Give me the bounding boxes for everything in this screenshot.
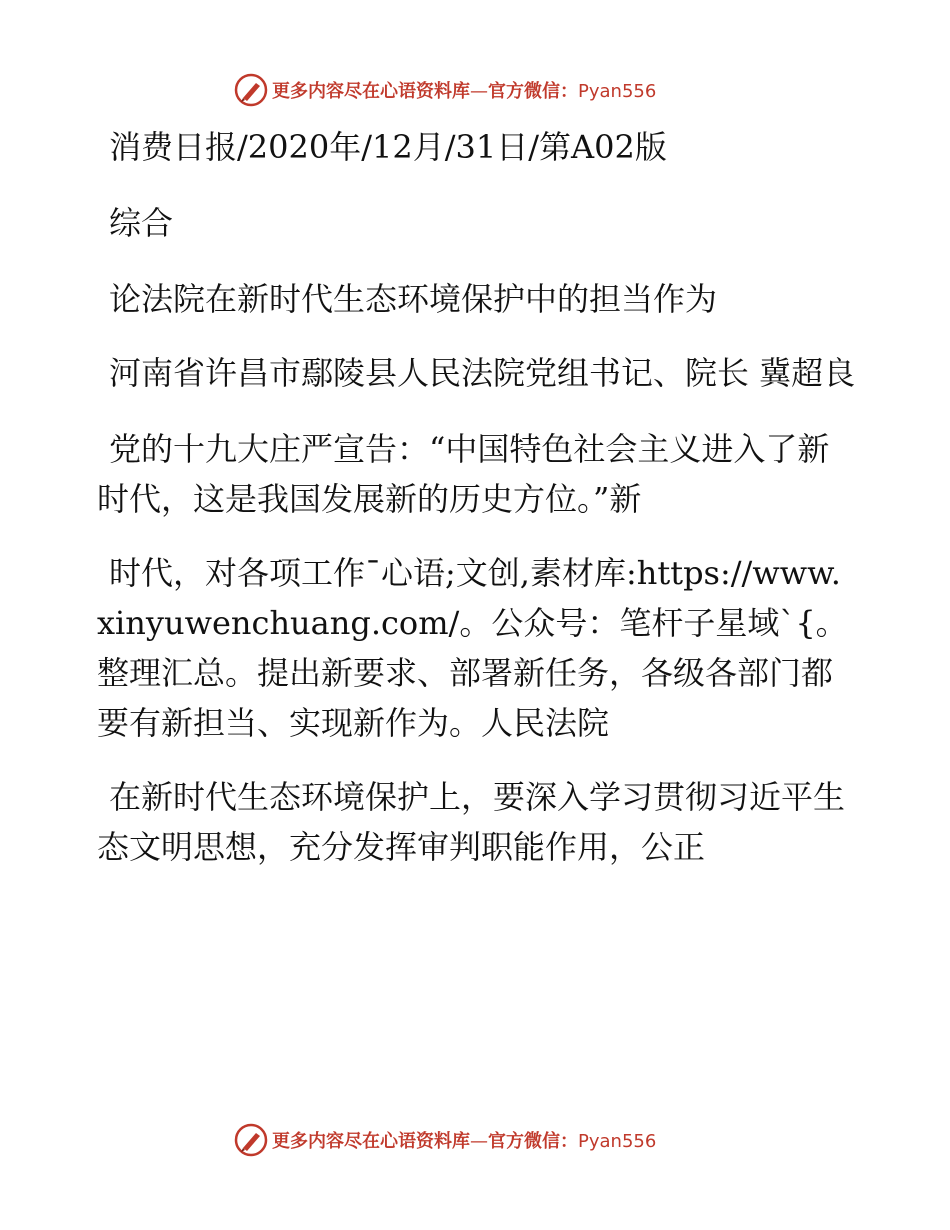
watermark-top <box>234 72 656 108</box>
watermark-suffix: 官方微信： <box>488 1131 578 1152</box>
byline: 消费日报/2020年/12月/31日/第A02版 <box>109 128 667 166</box>
watermark-dash: — <box>470 1131 488 1152</box>
pen-logo-icon <box>234 1123 268 1157</box>
watermark-id: Pyan556 <box>578 81 657 102</box>
watermark-text: 更多内容尽在心语资料库 <box>272 81 470 102</box>
section-label: 综合 <box>109 204 174 242</box>
headline: 论法院在新时代生态环境保护中的担当作为 <box>109 280 718 318</box>
author-line: 河南省许昌市鄢陵县人民法院党组书记、院长 冀超良 <box>109 354 856 392</box>
paragraph-3: 在新时代生态环境保护上，要深入学习贯彻习近平生态文明思想，充分发挥审判职能作用，公正 <box>97 778 846 866</box>
document-body <box>97 122 857 872</box>
watermark-text: 更多内容尽在心语资料库 <box>272 1131 470 1152</box>
paragraph-1: 党的十九大庄严宣告：“中国特色社会主义进入了新时代，这是我国发展新的历史方位。”新 <box>97 430 830 518</box>
watermark-suffix: 官方微信： <box>488 81 578 102</box>
watermark-dash: — <box>470 81 488 102</box>
watermark-bottom <box>234 1122 656 1158</box>
paragraph-2: 时代，对各项工作¯心语;文创,素材库:https://www.xinyuwenchuang.com/。公众号：笔杆子星域`{。整理汇总。提出新要求、部署新任务，各级各部门都要有新担当、实现新作为。人民法院 <box>97 554 848 742</box>
watermark-id: Pyan556 <box>578 1131 657 1152</box>
pen-logo-icon <box>234 73 268 107</box>
